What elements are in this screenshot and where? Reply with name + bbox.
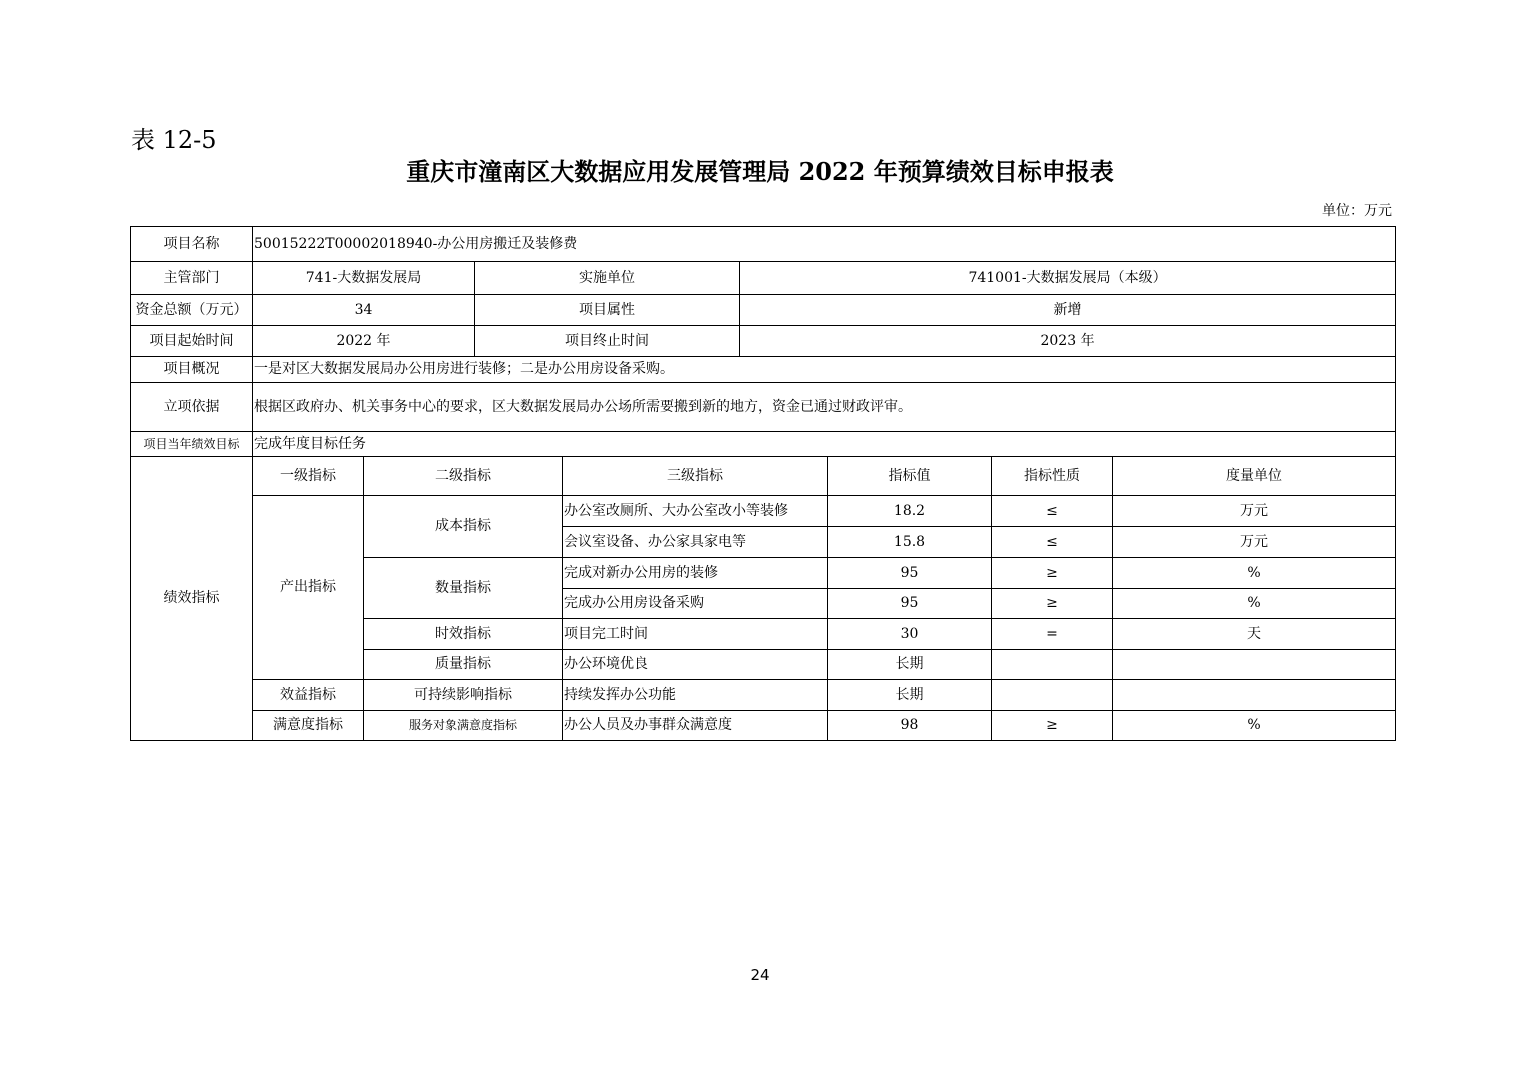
overview-value: 一是对区大数据发展局办公用房进行装修；二是办公用房设备采购。 [253,357,1396,383]
goal-value: 完成年度目标任务 [253,432,1396,457]
indicator-unit: % [1113,558,1396,589]
indicator-nature: ≤ [992,527,1113,558]
indicator-value: 98 [828,711,992,741]
end-label: 项目终止时间 [475,326,740,357]
table-row [131,326,1396,357]
impl-label: 实施单位 [475,262,740,295]
indicator-name: 办公环境优良 [563,650,828,680]
indicator-unit [1113,650,1396,680]
basis-value: 根据区政府办、机关事务中心的要求，区大数据发展局办公场所需要搬到新的地方，资金已通过财政评审。 [253,383,1396,432]
level1-satisfaction: 满意度指标 [253,711,364,741]
indicator-unit [1113,680,1396,711]
table-row [131,262,1396,295]
indicator-name: 持续发挥办公功能 [563,680,828,711]
level2-timeliness: 时效指标 [364,619,563,650]
table-row [131,457,1396,496]
perf-section-label: 绩效指标 [131,457,253,741]
budget-performance-table [130,226,1396,741]
table-row [131,432,1396,457]
table-label: 表 12-5 [131,126,217,154]
indicator-unit: % [1113,711,1396,741]
indicator-nature: = [992,619,1113,650]
fund-label: 资金总额（万元） [131,295,253,326]
level2-quality: 质量指标 [364,650,563,680]
start-value: 2022 年 [253,326,475,357]
page-number: 24 [750,966,770,984]
table-row [131,680,1396,711]
indicator-name: 完成对新办公用房的装修 [563,558,828,589]
level2-cost: 成本指标 [364,496,563,558]
indicator-nature: ≥ [992,711,1113,741]
end-value: 2023 年 [740,326,1396,357]
page-title: 重庆市潼南区大数据应用发展管理局 2022 年预算绩效目标申报表 [406,157,1114,186]
basis-label: 立项依据 [131,383,253,432]
overview-label: 项目概况 [131,357,253,383]
level2-sustainability: 可持续影响指标 [364,680,563,711]
table-row [131,227,1396,262]
indicator-value: 18.2 [828,496,992,527]
attr-value: 新增 [740,295,1396,326]
indicator-value: 长期 [828,680,992,711]
dept-label: 主管部门 [131,262,253,295]
header-level1: 一级指标 [253,457,364,496]
unit-label: 单位：万元 [1322,203,1392,219]
start-label: 项目起始时间 [131,326,253,357]
indicator-nature: ≥ [992,558,1113,589]
header-level3: 三级指标 [563,457,828,496]
indicator-value: 95 [828,589,992,619]
level1-benefit: 效益指标 [253,680,364,711]
indicator-unit: % [1113,589,1396,619]
indicator-name: 完成办公用房设备采购 [563,589,828,619]
dept-value: 741-大数据发展局 [253,262,475,295]
table-row [131,383,1396,432]
level2-service-satisfaction: 服务对象满意度指标 [364,711,563,741]
fund-value: 34 [253,295,475,326]
indicator-name: 办公人员及办事群众满意度 [563,711,828,741]
table-row [131,295,1396,326]
header-nature: 指标性质 [992,457,1113,496]
indicator-name: 会议室设备、办公家具家电等 [563,527,828,558]
header-value: 指标值 [828,457,992,496]
indicator-nature [992,650,1113,680]
header-unit: 度量单位 [1113,457,1396,496]
indicator-nature [992,680,1113,711]
impl-value: 741001-大数据发展局（本级） [740,262,1396,295]
indicator-nature: ≥ [992,589,1113,619]
indicator-unit: 天 [1113,619,1396,650]
indicator-name: 办公室改厕所、大办公室改小等装修 [563,496,828,527]
indicator-value: 30 [828,619,992,650]
indicator-unit: 万元 [1113,527,1396,558]
indicator-value: 长期 [828,650,992,680]
table-row [131,711,1396,741]
indicator-name: 项目完工时间 [563,619,828,650]
indicator-value: 15.8 [828,527,992,558]
goal-label: 项目当年绩效目标 [131,432,253,457]
table-row [131,357,1396,383]
indicator-unit: 万元 [1113,496,1396,527]
attr-label: 项目属性 [475,295,740,326]
level2-quantity: 数量指标 [364,558,563,619]
table-row [131,496,1396,527]
level1-output: 产出指标 [253,496,364,680]
header-level2: 二级指标 [364,457,563,496]
indicator-value: 95 [828,558,992,589]
project-name-value: 50015222T00002018940-办公用房搬迁及装修费 [253,227,1396,262]
indicator-nature: ≤ [992,496,1113,527]
project-name-label: 项目名称 [131,227,253,262]
